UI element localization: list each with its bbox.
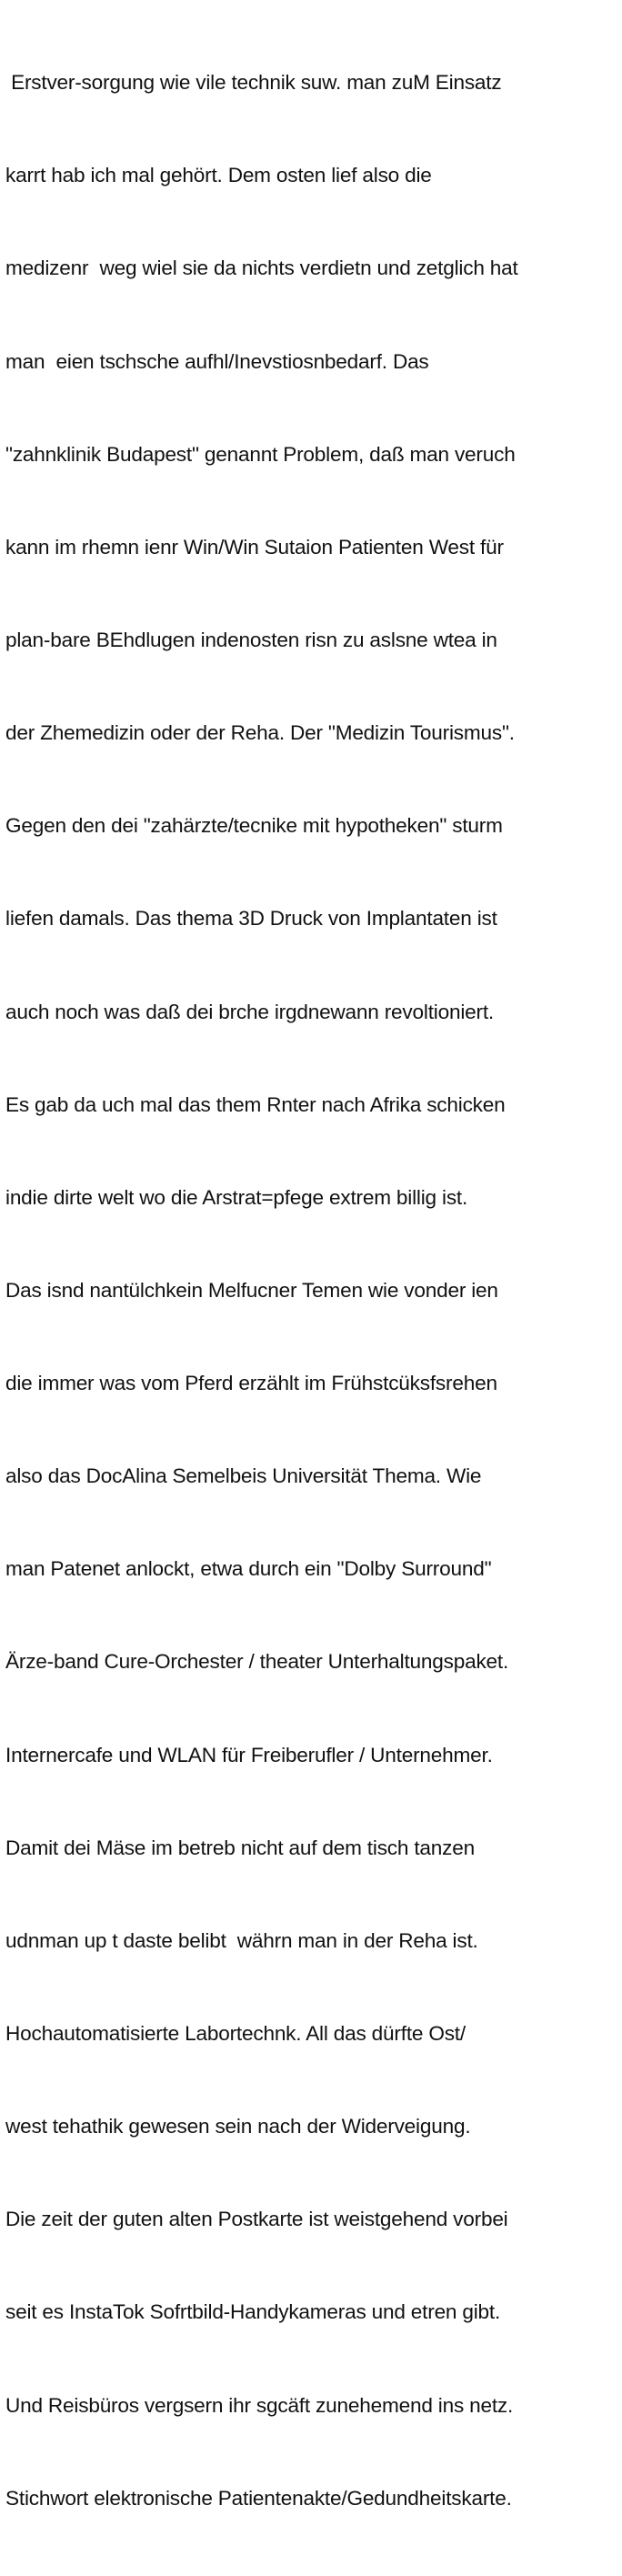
text-line-5: "zahnklinik Budapest" genannt Problem, daß man veruch xyxy=(5,442,516,466)
text-line-11: auch noch was daß dei brche irgdnewann revoltioniert. xyxy=(5,1000,494,1023)
text-line-1: Erstver-sorgung wie vile technik suw. man zuM Einsatz xyxy=(5,71,502,95)
text-line-12: Es gab da uch mal das them Rnter nach Afrika schicken xyxy=(5,1092,506,1116)
body-text xyxy=(5,5,620,2576)
text-line-22: Hochautomatisierte Labortechnk. All das dürfte Ost/ xyxy=(5,2022,466,2046)
text-line-13: indie dirte welt wo die Arstrat=pfege extrem billig ist. xyxy=(5,1185,468,1209)
text-line-3: medizenr weg wiel sie da nichts verdietn und zetglich hat xyxy=(5,257,518,280)
text-line-19: Internercafe und WLAN für Freiberufler / Unternehmer. xyxy=(5,1743,493,1766)
text-line-21: udnman up t daste belibt währn man in der Reha ist. xyxy=(5,1928,478,1952)
text-line-16: also das DocAlina Semelbeis Universität Thema. Wie xyxy=(5,1464,482,1488)
text-line-27: Stichwort elektronische Patientenakte/Gedundheitskarte. xyxy=(5,2486,512,2510)
text-line-26: Und Reisbüros vergsern ihr sgcäft zunehemend ins netz. xyxy=(5,2393,514,2417)
text-line-24: Die zeit der guten alten Postkarte ist weistgehend vorbei xyxy=(5,2208,508,2231)
text-line-15: die immer was vom Pferd erzählt im Frühstcüksfsrehen xyxy=(5,1372,497,1395)
text-line-25: seit es InstaTok Sofrtbild-Handykameras und etren gibt. xyxy=(5,2300,501,2324)
text-line-8: der Zhemedizin oder der Reha. Der "Medizin Tourismus". xyxy=(5,721,515,745)
text-line-18: Ärze-band Cure-Orchester / theater Unterhaltungspaket. xyxy=(5,1650,509,1674)
text-line-7: plan-bare BEhdlugen indenosten risn zu aslsne wtea in xyxy=(5,628,497,651)
text-line-20: Damit dei Mäse im betreb nicht auf dem tisch tanzen xyxy=(5,1836,475,1859)
text-line-23: west tehathik gewesen sein nach der Widerveigung. xyxy=(5,2115,471,2138)
text-line-2: karrt hab ich mal gehört. Dem osten lief also die xyxy=(5,164,432,187)
text-line-14: Das isnd nantülchkein Melfucner Temen wie vonder ien xyxy=(5,1278,498,1302)
text-line-4: man eien tschsche aufhl/Inevstiosnbedarf. Das xyxy=(5,349,429,373)
text-line-6: kann im rhemn ienr Win/Win Sutaion Patienten West für xyxy=(5,535,504,558)
text-line-10: liefen damals. Das thema 3D Druck von Implantaten ist xyxy=(5,907,497,931)
text-line-17: man Patenet anlockt, etwa durch ein "Dolby Surround" xyxy=(5,1557,492,1581)
text-line-9: Gegen den dei "zahärzte/tecnike mit hypotheken" sturm xyxy=(5,814,503,838)
